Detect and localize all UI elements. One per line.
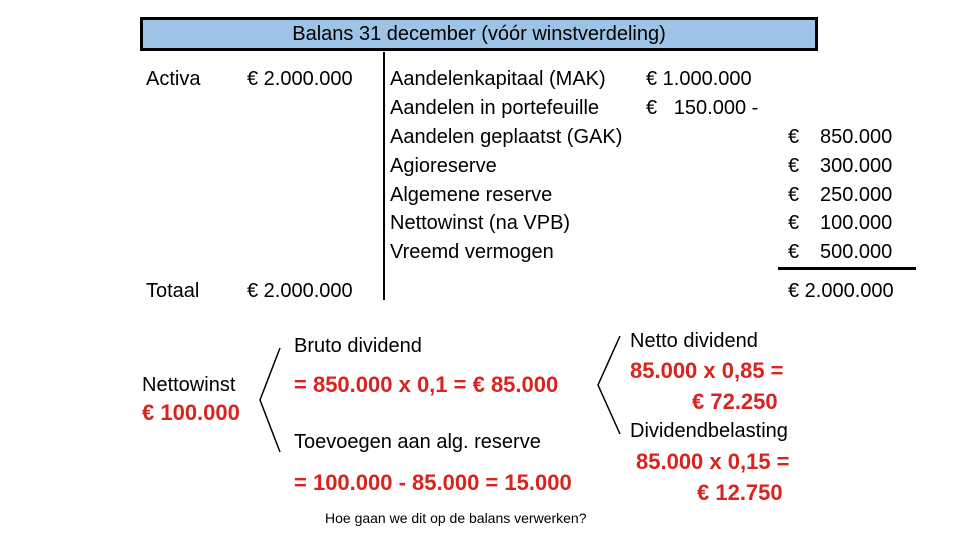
toevoegen-label: Toevoegen aan alg. reserve — [294, 431, 541, 453]
balance-title-bar — [140, 17, 818, 51]
passiva-label-vreemd-vermogen: Vreemd vermogen — [390, 241, 554, 263]
nettowinst-label: Nettowinst — [142, 374, 236, 396]
balance-title: Balans 31 december (vóór winstverdeling) — [292, 23, 666, 45]
total-label: Totaal — [146, 280, 200, 302]
netto-dividend-result: € 72.250 — [692, 389, 778, 414]
passiva-amount-nettowinst: 100.000 — [820, 212, 893, 234]
total-right-value: € 2.000.000 — [788, 280, 894, 302]
passiva-label-nettowinst: Nettowinst (na VPB) — [390, 212, 571, 234]
passiva-amount-algemene-reserve: 250.000 — [820, 184, 893, 206]
passiva-label-portefeuille: Aandelen in portefeuille — [390, 97, 600, 119]
passiva-label-mak: Aandelenkapitaal (MAK) — [390, 68, 606, 90]
activa-value: € 2.000.000 — [247, 68, 353, 90]
passiva-currency-algemene-reserve: € — [788, 184, 800, 206]
left-bracket-icon — [255, 340, 285, 460]
passiva-amount-vreemd-vermogen: 500.000 — [820, 241, 893, 263]
netto-dividend-label: Netto dividend — [630, 330, 758, 352]
toevoegen-formula: = 100.000 - 85.000 = 15.000 — [294, 470, 572, 495]
bruto-dividend-formula: = 850.000 x 0,1 = € 85.000 — [294, 372, 559, 397]
netto-dividend-formula: 85.000 x 0,85 = — [630, 358, 784, 383]
passiva-currency-vreemd-vermogen: € — [788, 241, 800, 263]
balance-question: Hoe gaan we dit op de balans verwerken? — [325, 510, 587, 526]
sum-underline — [778, 267, 916, 270]
passiva-label-gak: Aandelen geplaatst (GAK) — [390, 126, 623, 148]
balance-divider-vertical — [383, 52, 385, 300]
bruto-dividend-label: Bruto dividend — [294, 335, 422, 357]
passiva-label-algemene-reserve: Algemene reserve — [390, 184, 553, 206]
passiva-currency-gak: € — [788, 126, 800, 148]
nettowinst-value: € 100.000 — [142, 400, 240, 425]
activa-label: Activa — [146, 68, 201, 90]
passiva-amount-gak: 850.000 — [820, 126, 893, 148]
dividendbelasting-result: € 12.750 — [697, 480, 783, 505]
dividendbelasting-formula: 85.000 x 0,15 = — [636, 449, 790, 474]
passiva-label-agio: Agioreserve — [390, 155, 497, 177]
passiva-currency-agio: € — [788, 155, 800, 177]
total-left-value: € 2.000.000 — [247, 280, 353, 302]
passiva-inline-mak: € 1.000.000 — [646, 68, 752, 90]
passiva-currency-nettowinst: € — [788, 212, 800, 234]
passiva-inline-portefeuille: € 150.000 - — [646, 97, 759, 119]
dividendbelasting-label: Dividendbelasting — [630, 420, 788, 442]
passiva-amount-agio: 300.000 — [820, 155, 893, 177]
right-bracket-icon — [592, 330, 626, 440]
